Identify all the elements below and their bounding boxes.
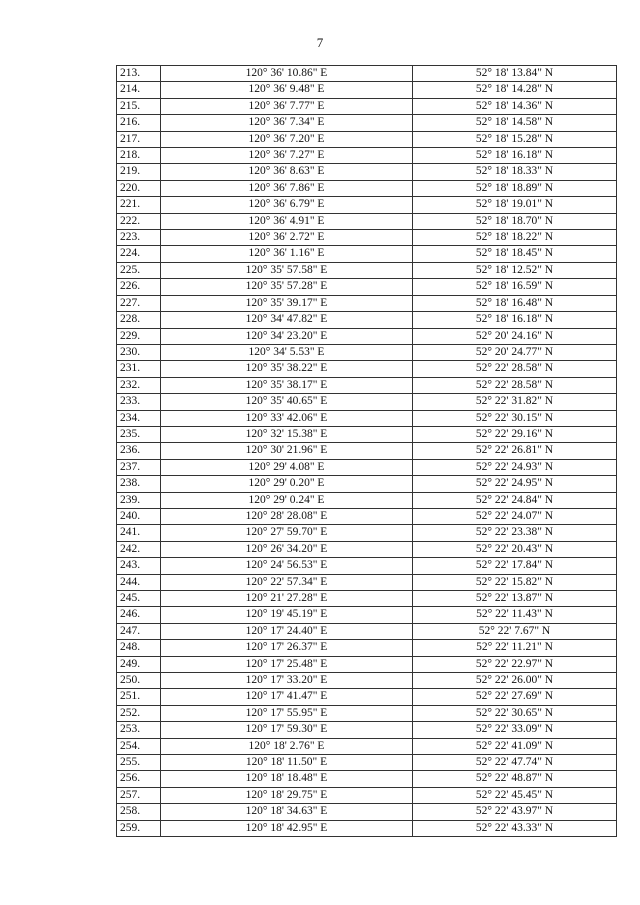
longitude-cell: 120° 36' 1.16" E: [161, 246, 413, 262]
coordinates-table: [116, 65, 617, 837]
longitude-cell: 120° 27' 59.70" E: [161, 525, 413, 541]
table-row: [117, 312, 617, 328]
longitude-cell: 120° 28' 28.08" E: [161, 508, 413, 524]
point-number-cell: 244.: [117, 574, 161, 590]
point-number-cell: 224.: [117, 246, 161, 262]
longitude-cell: 120° 29' 0.24" E: [161, 492, 413, 508]
longitude-cell: 120° 17' 33.20" E: [161, 673, 413, 689]
latitude-cell: 52° 18' 16.59" N: [413, 279, 617, 295]
longitude-cell: 120° 35' 57.28" E: [161, 279, 413, 295]
table-row: [117, 230, 617, 246]
longitude-cell: 120° 34' 23.20" E: [161, 328, 413, 344]
longitude-cell: 120° 19' 45.19" E: [161, 607, 413, 623]
table-row: [117, 344, 617, 360]
table-row: [117, 656, 617, 672]
point-number-cell: 245.: [117, 591, 161, 607]
point-number-cell: 243.: [117, 558, 161, 574]
table-row: [117, 180, 617, 196]
latitude-cell: 52° 22' 43.97" N: [413, 804, 617, 820]
latitude-cell: 52° 22' 48.87" N: [413, 771, 617, 787]
table-row: [117, 361, 617, 377]
longitude-cell: 120° 35' 57.58" E: [161, 262, 413, 278]
point-number-cell: 250.: [117, 673, 161, 689]
page-number: 7: [316, 35, 324, 50]
latitude-cell: 52° 20' 24.16" N: [413, 328, 617, 344]
point-number-cell: 231.: [117, 361, 161, 377]
longitude-cell: 120° 17' 24.40" E: [161, 623, 413, 639]
table-row: [117, 82, 617, 98]
point-number-cell: 249.: [117, 656, 161, 672]
table-row: [117, 558, 617, 574]
coordinates-table-body: [117, 66, 617, 837]
table-row: [117, 197, 617, 213]
latitude-cell: 52° 22' 24.95" N: [413, 476, 617, 492]
table-row: [117, 722, 617, 738]
point-number-cell: 214.: [117, 82, 161, 98]
table-row: [117, 131, 617, 147]
point-number-cell: 258.: [117, 804, 161, 820]
latitude-cell: 52° 18' 12.52" N: [413, 262, 617, 278]
longitude-cell: 120° 35' 39.17" E: [161, 295, 413, 311]
latitude-cell: 52° 22' 43.33" N: [413, 820, 617, 836]
point-number-cell: 225.: [117, 262, 161, 278]
point-number-cell: 222.: [117, 213, 161, 229]
point-number-cell: 259.: [117, 820, 161, 836]
latitude-cell: 52° 18' 18.22" N: [413, 230, 617, 246]
longitude-cell: 120° 17' 25.48" E: [161, 656, 413, 672]
longitude-cell: 120° 36' 4.91" E: [161, 213, 413, 229]
longitude-cell: 120° 36' 10.86" E: [161, 66, 413, 82]
table-row: [117, 574, 617, 590]
table-row: [117, 295, 617, 311]
longitude-cell: 120° 17' 59.30" E: [161, 722, 413, 738]
longitude-cell: 120° 29' 0.20" E: [161, 476, 413, 492]
latitude-cell: 52° 22' 28.58" N: [413, 361, 617, 377]
table-row: [117, 738, 617, 754]
table-row: [117, 443, 617, 459]
point-number-cell: 254.: [117, 738, 161, 754]
latitude-cell: 52° 22' 26.81" N: [413, 443, 617, 459]
point-number-cell: 233.: [117, 394, 161, 410]
point-number-cell: 248.: [117, 640, 161, 656]
point-number-cell: 216.: [117, 115, 161, 131]
point-number-cell: 234.: [117, 410, 161, 426]
table-row: [117, 377, 617, 393]
point-number-cell: 255.: [117, 755, 161, 771]
table-row: [117, 148, 617, 164]
table-row: [117, 115, 617, 131]
latitude-cell: 52° 20' 24.77" N: [413, 344, 617, 360]
point-number-cell: 235.: [117, 426, 161, 442]
longitude-cell: 120° 36' 2.72" E: [161, 230, 413, 246]
point-number-cell: 252.: [117, 705, 161, 721]
latitude-cell: 52° 18' 18.89" N: [413, 180, 617, 196]
longitude-cell: 120° 36' 8.63" E: [161, 164, 413, 180]
table-row: [117, 394, 617, 410]
table-row: [117, 476, 617, 492]
longitude-cell: 120° 21' 27.28" E: [161, 591, 413, 607]
latitude-cell: 52° 22' 20.43" N: [413, 541, 617, 557]
table-row: [117, 508, 617, 524]
latitude-cell: 52° 22' 11.21" N: [413, 640, 617, 656]
latitude-cell: 52° 22' 26.00" N: [413, 673, 617, 689]
latitude-cell: 52° 18' 18.45" N: [413, 246, 617, 262]
latitude-cell: 52° 18' 18.70" N: [413, 213, 617, 229]
longitude-cell: 120° 36' 7.20" E: [161, 131, 413, 147]
table-row: [117, 673, 617, 689]
point-number-cell: 239.: [117, 492, 161, 508]
longitude-cell: 120° 17' 41.47" E: [161, 689, 413, 705]
longitude-cell: 120° 18' 29.75" E: [161, 787, 413, 803]
latitude-cell: 52° 18' 18.33" N: [413, 164, 617, 180]
longitude-cell: 120° 35' 38.22" E: [161, 361, 413, 377]
longitude-cell: 120° 35' 40.65" E: [161, 394, 413, 410]
latitude-cell: 52° 22' 24.84" N: [413, 492, 617, 508]
point-number-cell: 218.: [117, 148, 161, 164]
longitude-cell: 120° 36' 7.86" E: [161, 180, 413, 196]
longitude-cell: 120° 34' 5.53" E: [161, 344, 413, 360]
table-row: [117, 541, 617, 557]
point-number-cell: 230.: [117, 344, 161, 360]
latitude-cell: 52° 18' 19.01" N: [413, 197, 617, 213]
point-number-cell: 240.: [117, 508, 161, 524]
table-row: [117, 787, 617, 803]
table-row: [117, 607, 617, 623]
latitude-cell: 52° 22' 13.87" N: [413, 591, 617, 607]
latitude-cell: 52° 22' 41.09" N: [413, 738, 617, 754]
point-number-cell: 253.: [117, 722, 161, 738]
table-row: [117, 689, 617, 705]
point-number-cell: 238.: [117, 476, 161, 492]
point-number-cell: 232.: [117, 377, 161, 393]
point-number-cell: 246.: [117, 607, 161, 623]
longitude-cell: 120° 33' 42.06" E: [161, 410, 413, 426]
point-number-cell: 242.: [117, 541, 161, 557]
table-row: [117, 755, 617, 771]
table-row: [117, 640, 617, 656]
latitude-cell: 52° 18' 14.28" N: [413, 82, 617, 98]
latitude-cell: 52° 22' 47.74" N: [413, 755, 617, 771]
longitude-cell: 120° 34' 47.82" E: [161, 312, 413, 328]
longitude-cell: 120° 30' 21.96" E: [161, 443, 413, 459]
longitude-cell: 120° 18' 34.63" E: [161, 804, 413, 820]
latitude-cell: 52° 22' 28.58" N: [413, 377, 617, 393]
latitude-cell: 52° 22' 7.67" N: [413, 623, 617, 639]
latitude-cell: 52° 18' 14.58" N: [413, 115, 617, 131]
latitude-cell: 52° 22' 30.15" N: [413, 410, 617, 426]
longitude-cell: 120° 36' 7.34" E: [161, 115, 413, 131]
point-number-cell: 223.: [117, 230, 161, 246]
latitude-cell: 52° 22' 45.45" N: [413, 787, 617, 803]
latitude-cell: 52° 22' 24.07" N: [413, 508, 617, 524]
latitude-cell: 52° 22' 23.38" N: [413, 525, 617, 541]
point-number-cell: 228.: [117, 312, 161, 328]
longitude-cell: 120° 35' 38.17" E: [161, 377, 413, 393]
table-row: [117, 459, 617, 475]
point-number-cell: 257.: [117, 787, 161, 803]
table-row: [117, 492, 617, 508]
point-number-cell: 236.: [117, 443, 161, 459]
latitude-cell: 52° 22' 17.84" N: [413, 558, 617, 574]
longitude-cell: 120° 18' 18.48" E: [161, 771, 413, 787]
longitude-cell: 120° 18' 2.76" E: [161, 738, 413, 754]
longitude-cell: 120° 36' 7.27" E: [161, 148, 413, 164]
latitude-cell: 52° 22' 24.93" N: [413, 459, 617, 475]
latitude-cell: 52° 22' 27.69" N: [413, 689, 617, 705]
table-row: [117, 410, 617, 426]
latitude-cell: 52° 18' 13.84" N: [413, 66, 617, 82]
table-row: [117, 623, 617, 639]
latitude-cell: 52° 22' 33.09" N: [413, 722, 617, 738]
latitude-cell: 52° 18' 16.18" N: [413, 148, 617, 164]
table-row: [117, 328, 617, 344]
point-number-cell: 251.: [117, 689, 161, 705]
longitude-cell: 120° 24' 56.53" E: [161, 558, 413, 574]
point-number-cell: 256.: [117, 771, 161, 787]
table-row: [117, 804, 617, 820]
latitude-cell: 52° 18' 16.48" N: [413, 295, 617, 311]
longitude-cell: 120° 18' 42.95" E: [161, 820, 413, 836]
point-number-cell: 226.: [117, 279, 161, 295]
longitude-cell: 120° 17' 26.37" E: [161, 640, 413, 656]
point-number-cell: 215.: [117, 98, 161, 114]
longitude-cell: 120° 32' 15.38" E: [161, 426, 413, 442]
table-row: [117, 591, 617, 607]
latitude-cell: 52° 18' 16.18" N: [413, 312, 617, 328]
point-number-cell: 221.: [117, 197, 161, 213]
latitude-cell: 52° 22' 31.82" N: [413, 394, 617, 410]
point-number-cell: 229.: [117, 328, 161, 344]
table-row: [117, 525, 617, 541]
point-number-cell: 227.: [117, 295, 161, 311]
table-row: [117, 98, 617, 114]
longitude-cell: 120° 36' 6.79" E: [161, 197, 413, 213]
longitude-cell: 120° 26' 34.20" E: [161, 541, 413, 557]
point-number-cell: 247.: [117, 623, 161, 639]
latitude-cell: 52° 22' 22.97" N: [413, 656, 617, 672]
table-row: [117, 705, 617, 721]
point-number-cell: 237.: [117, 459, 161, 475]
latitude-cell: 52° 22' 11.43" N: [413, 607, 617, 623]
longitude-cell: 120° 36' 7.77" E: [161, 98, 413, 114]
table-row: [117, 771, 617, 787]
point-number-cell: 219.: [117, 164, 161, 180]
longitude-cell: 120° 22' 57.34" E: [161, 574, 413, 590]
longitude-cell: 120° 17' 55.95" E: [161, 705, 413, 721]
longitude-cell: 120° 18' 11.50" E: [161, 755, 413, 771]
latitude-cell: 52° 18' 14.36" N: [413, 98, 617, 114]
table-row: [117, 820, 617, 836]
table-row: [117, 66, 617, 82]
point-number-cell: 213.: [117, 66, 161, 82]
table-row: [117, 246, 617, 262]
point-number-cell: 217.: [117, 131, 161, 147]
longitude-cell: 120° 29' 4.08" E: [161, 459, 413, 475]
latitude-cell: 52° 22' 30.65" N: [413, 705, 617, 721]
latitude-cell: 52° 18' 15.28" N: [413, 131, 617, 147]
table-row: [117, 426, 617, 442]
point-number-cell: 241.: [117, 525, 161, 541]
table-row: [117, 164, 617, 180]
table-row: [117, 262, 617, 278]
longitude-cell: 120° 36' 9.48" E: [161, 82, 413, 98]
latitude-cell: 52° 22' 29.16" N: [413, 426, 617, 442]
table-row: [117, 213, 617, 229]
latitude-cell: 52° 22' 15.82" N: [413, 574, 617, 590]
point-number-cell: 220.: [117, 180, 161, 196]
table-row: [117, 279, 617, 295]
